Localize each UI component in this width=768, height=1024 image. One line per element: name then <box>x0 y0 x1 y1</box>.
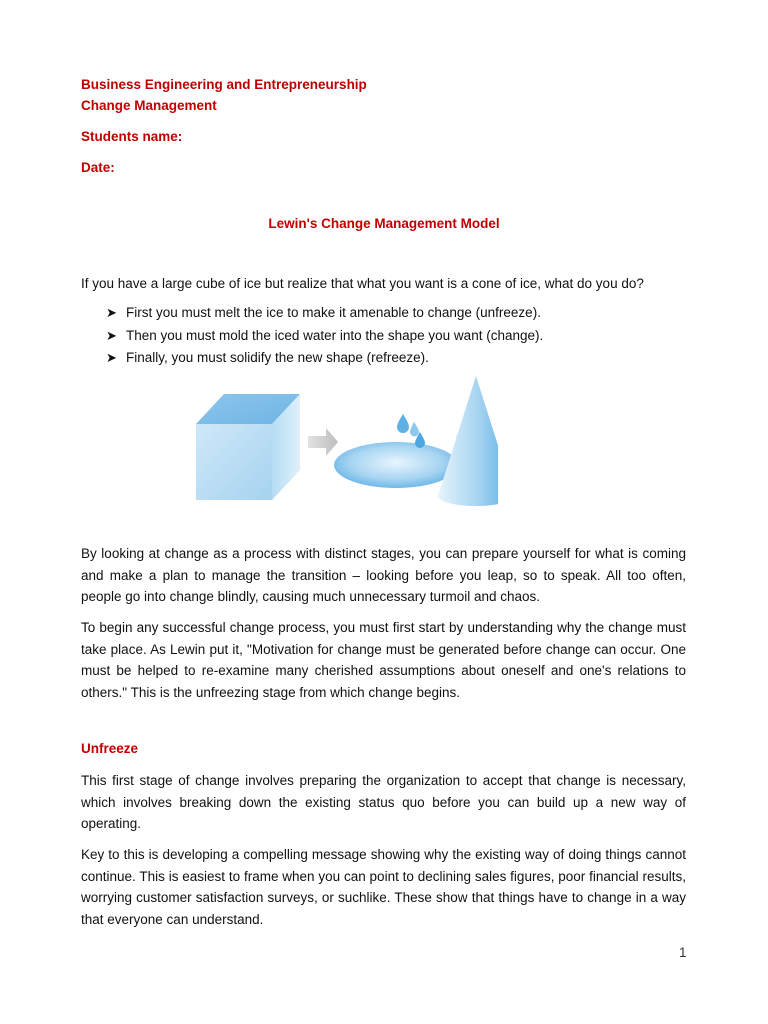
course-subtitle: Change Management <box>81 98 217 113</box>
list-item-text: Finally, you must solidify the new shape (refreeze). <box>126 350 429 365</box>
date-label: Date: <box>81 160 115 175</box>
body-paragraph: This first stage of change involves preparing the organization to accept that change is necessary, which involves breaking down the existing status quo before you can build up a new way of operating. <box>81 773 686 831</box>
list-item-text: Then you must mold the iced water into the shape you want (change). <box>126 327 544 343</box>
arrow-bullet-icon: ➤ <box>106 350 117 365</box>
section-heading: Unfreeze <box>81 741 139 756</box>
course-title: Business Engineering and Entrepreneurship <box>81 77 367 92</box>
body-paragraph: Key to this is developing a compelling message showing why the existing way of doing things cannot continue. This is easiest to frame when you can point to declining sales figures, poor financial results, worrying customer satisfaction surveys, or suchlike. These show that things have to change in a way that everyone can understand. <box>81 847 686 927</box>
steps-list <box>106 303 543 371</box>
ice-cone-shape <box>438 376 498 506</box>
students-name-label: Students name: <box>81 129 183 144</box>
ice-transformation-illustration <box>188 370 498 518</box>
page-number: 1 <box>679 945 687 960</box>
body-paragraph: By looking at change as a process with distinct stages, you can prepare yourself for what is coming and make a plan to manage the transition – looking before you leap, so to speak. All too often, people go into change blindly, causing much unnecessary turmoil and chaos. <box>81 546 686 604</box>
arrow-bullet-icon: ➤ <box>106 305 117 320</box>
list-item-text: First you must melt the ice to make it amenable to change (unfreeze). <box>126 305 541 320</box>
list-item <box>106 326 543 349</box>
document-title: Lewin's Change Management Model <box>268 216 500 231</box>
list-item <box>106 303 543 326</box>
ice-cube-shape <box>196 394 300 500</box>
list-item <box>106 348 543 371</box>
body-paragraph: To begin any successful change process, you must first start by understanding why the change must take place. As Lewin put it, "Motivation for change must be generated before change can occur. One must be helped to re-examine many cherished assumptions about oneself and one's relations to others." This is the unfreezing stage from which change begins. <box>81 620 686 700</box>
intro-paragraph: If you have a large cube of ice but realize that what you want is a cone of ice, what do you do? <box>81 276 644 291</box>
right-arrow-icon <box>308 428 338 456</box>
melted-water-shape <box>334 414 458 488</box>
arrow-bullet-icon: ➤ <box>106 327 117 343</box>
